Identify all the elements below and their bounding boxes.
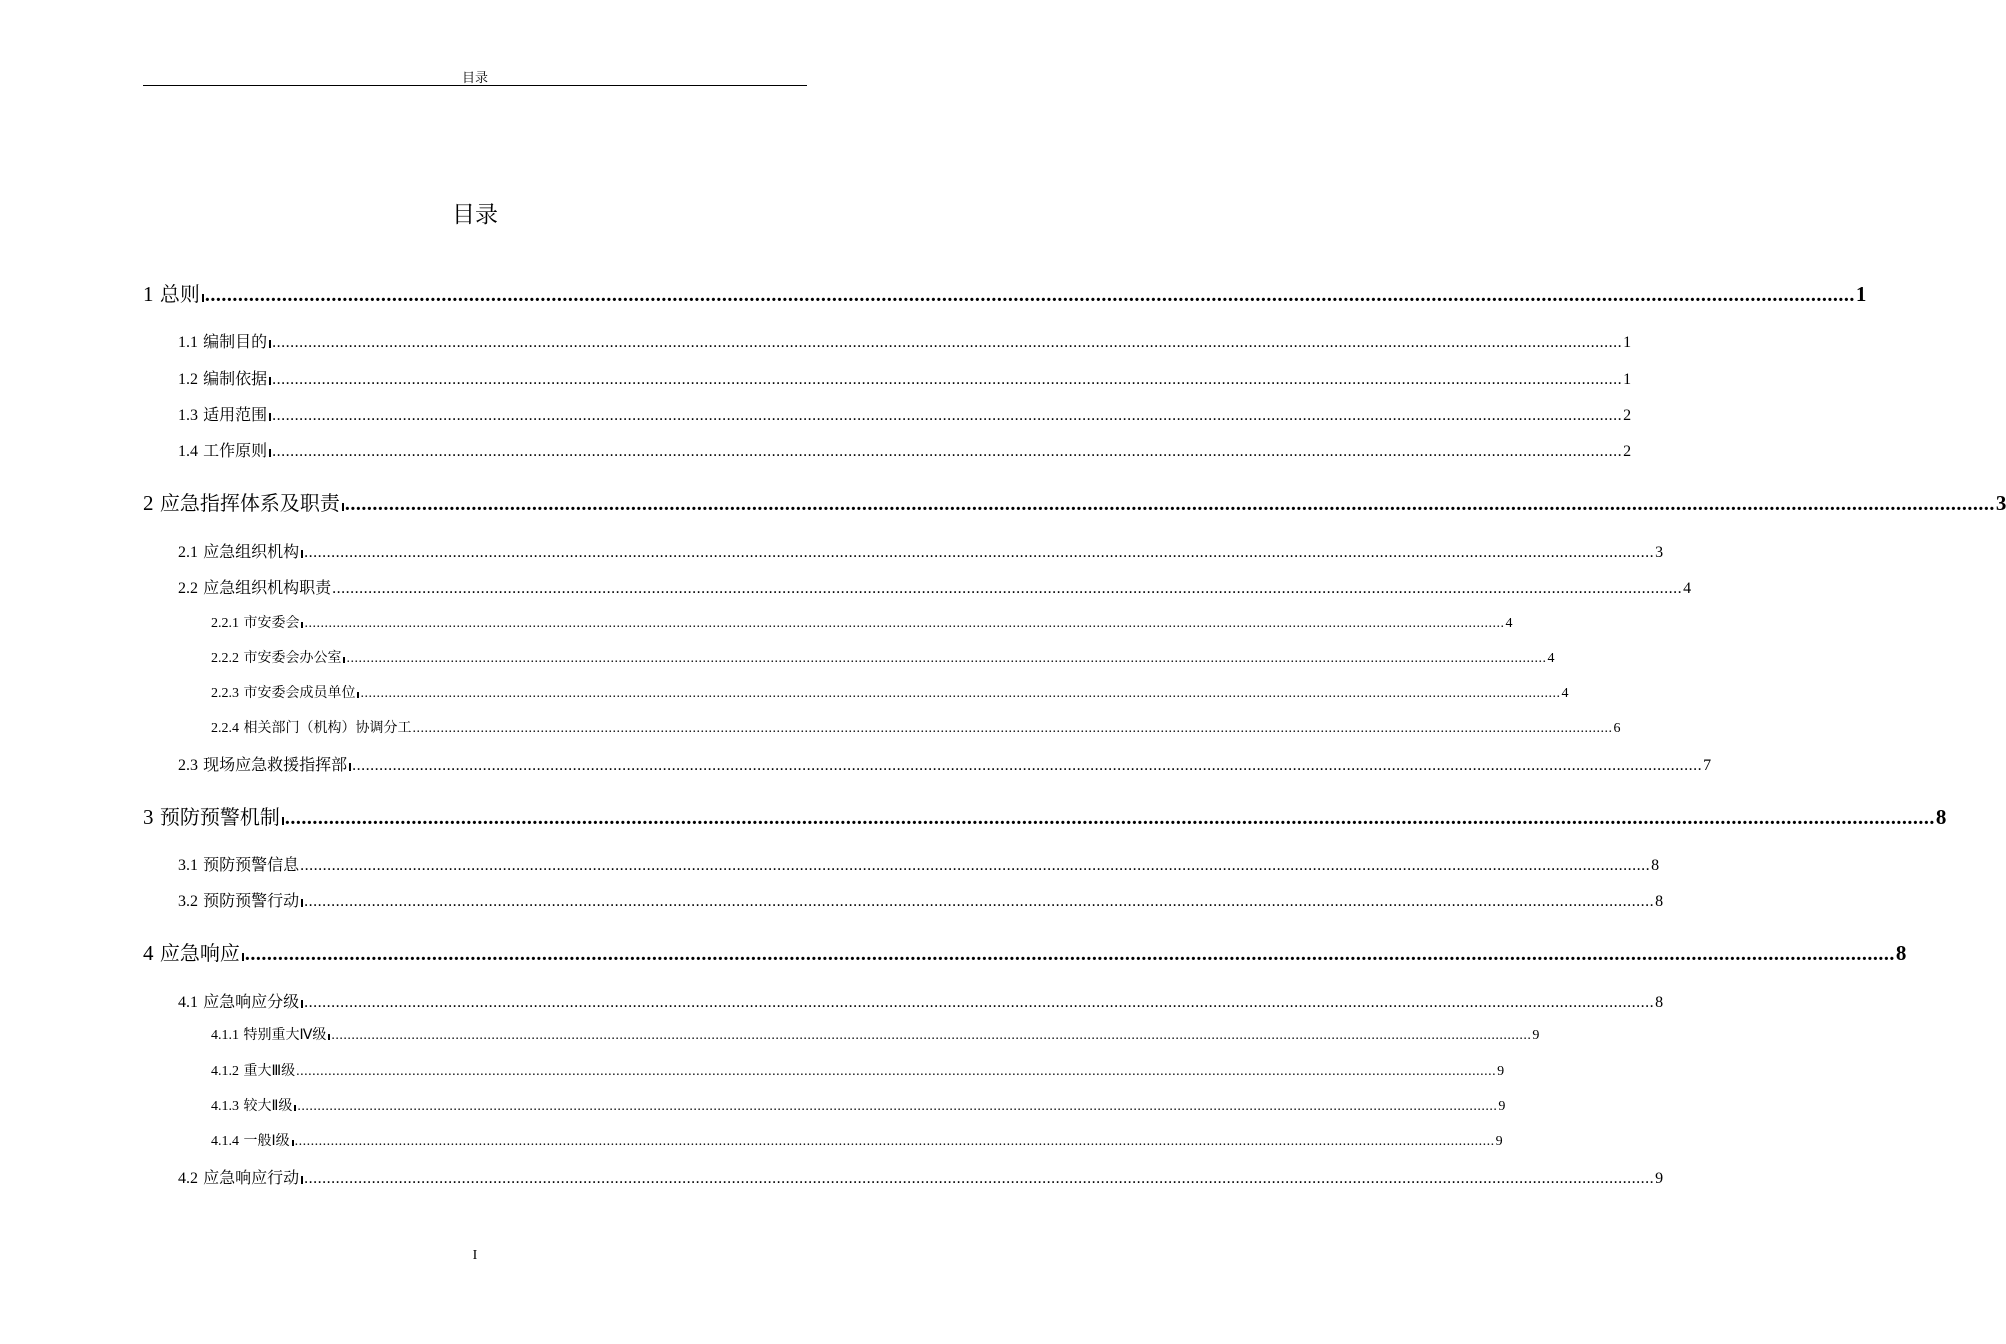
toc-entry[interactable]: [211, 717, 1621, 737]
toc-entry[interactable]: [143, 937, 1907, 966]
toc-entry-label: 较大Ⅱ级: [243, 1098, 293, 1114]
dot-leader: ............................................................................................................................................................................................................................................................................................................: [300, 857, 1651, 874]
dot-leader: ............................................................................................................................................................................................................................................................................................................: [304, 544, 1655, 561]
toc-entry-label: 市安委会办公室: [243, 650, 342, 666]
paragraph-mark-icon: [269, 340, 271, 348]
toc-entry-page: 4: [1561, 686, 1569, 701]
toc-entry[interactable]: [178, 852, 1660, 875]
dot-leader: ............................................................................................................................................................................................................................................................................................................: [304, 1170, 1655, 1187]
paragraph-mark-icon: [342, 503, 344, 511]
toc-entry-label: 预防预警行动: [203, 891, 300, 910]
paragraph-mark-icon: [301, 550, 303, 558]
dot-leader: ............................................................................................................................................................................................................................................................................................................: [412, 721, 1613, 736]
paragraph-mark-icon: [269, 413, 271, 421]
toc-entry-page: 2: [1623, 443, 1632, 460]
toc-entry-page: 9: [1655, 1170, 1664, 1187]
toc-entry-page: 4: [1547, 651, 1555, 666]
toc-entry-page: 6: [1613, 721, 1621, 736]
toc-entry-number: 1.3: [178, 407, 198, 424]
toc-entry-page: 9: [1498, 1099, 1506, 1114]
toc-entry[interactable]: [211, 682, 1569, 702]
dot-leader: ............................................................................................................................................................................................................................................................................................................: [284, 807, 1935, 829]
paragraph-mark-icon: [301, 899, 303, 907]
toc-entry-number: 2.2.4: [211, 721, 239, 736]
paragraph-mark-icon: [349, 763, 351, 771]
toc-entry[interactable]: [211, 1095, 1506, 1115]
toc-entry-page: 4: [1505, 616, 1513, 631]
toc-entry[interactable]: [178, 888, 1664, 911]
toc-entry-number: 2.2.3: [211, 686, 239, 701]
toc-entry[interactable]: [211, 1060, 1505, 1080]
toc-entry-page: 8: [1651, 857, 1660, 874]
toc-entry-label: 应急响应行动: [203, 1168, 300, 1187]
toc-entry-number: 1.2: [178, 371, 198, 388]
toc-entry-label: 应急响应: [159, 941, 240, 965]
toc-entry[interactable]: [178, 575, 1692, 598]
footer-page-number: I: [472, 1248, 478, 1263]
dot-leader: ............................................................................................................................................................................................................................................................................................................: [344, 493, 1995, 515]
toc-entry-number: 4.1.1: [211, 1028, 239, 1043]
toc-entry-label: 应急指挥体系及职责: [159, 491, 340, 515]
toc-entry-label: 工作原则: [203, 441, 268, 460]
toc-entry-page: 8: [1895, 941, 1907, 965]
dot-leader: ............................................................................................................................................................................................................................................................................................................: [360, 686, 1561, 701]
dot-leader: ............................................................................................................................................................................................................................................................................................................: [332, 580, 1683, 597]
paragraph-mark-icon: [357, 692, 359, 698]
toc-entry-page: 1: [1855, 282, 1867, 306]
paragraph-mark-icon: [301, 1000, 303, 1008]
toc-entry-label: 重大Ⅲ级: [243, 1063, 296, 1079]
toc-entry-label: 预防预警信息: [203, 855, 300, 874]
paragraph-mark-icon: [328, 1034, 330, 1040]
dot-leader: ............................................................................................................................................................................................................................................................................................................: [272, 371, 1623, 388]
toc-entry-number: 4.1: [178, 994, 198, 1011]
dot-leader: ............................................................................................................................................................................................................................................................................................................: [304, 994, 1655, 1011]
toc-entry-page: 3: [1655, 544, 1664, 561]
toc-entry-page: 9: [1532, 1028, 1540, 1043]
toc-entry-page: 1: [1623, 371, 1632, 388]
paragraph-mark-icon: [294, 1105, 296, 1111]
toc-entry-number: 2.2.1: [211, 616, 239, 631]
toc-entry-page: 1: [1623, 334, 1632, 351]
toc-entry[interactable]: [211, 647, 1555, 667]
toc-entry-label: 适用范围: [203, 405, 268, 424]
toc-entry-number: 4.1.3: [211, 1099, 239, 1114]
dot-leader: ............................................................................................................................................................................................................................................................................................................: [272, 407, 1623, 424]
toc-entry-label: 总则: [159, 282, 200, 306]
toc-entry-number: 3.1: [178, 857, 198, 874]
toc-entry[interactable]: [211, 1024, 1540, 1044]
paragraph-mark-icon: [242, 953, 244, 961]
toc-entry-page: 8: [1935, 805, 1947, 829]
dot-leader: ............................................................................................................................................................................................................................................................................................................: [244, 943, 1895, 965]
toc-entry[interactable]: [143, 278, 1867, 307]
paragraph-mark-icon: [282, 817, 284, 825]
toc-entry[interactable]: [178, 366, 1632, 389]
dot-leader: ............................................................................................................................................................................................................................................................................................................: [304, 616, 1505, 631]
toc-entry-number: 2.3: [178, 757, 198, 774]
dot-leader: ............................................................................................................................................................................................................................................................................................................: [272, 443, 1623, 460]
toc-entry[interactable]: [178, 539, 1664, 562]
toc-entry-label: 编制目的: [203, 332, 268, 351]
toc-entry-page: 4: [1683, 580, 1692, 597]
toc-entry-label: 相关部门（机构）协调分工: [243, 720, 412, 736]
toc-entry[interactable]: [178, 402, 1632, 425]
toc-entry-number: 4.1.2: [211, 1064, 239, 1079]
toc-entry-number: 4.1.4: [211, 1134, 239, 1149]
dot-leader: ............................................................................................................................................................................................................................................................................................................: [297, 1099, 1498, 1114]
paragraph-mark-icon: [202, 294, 204, 302]
toc-entry[interactable]: [211, 612, 1513, 632]
toc-entry[interactable]: [178, 438, 1632, 461]
toc-entry-number: 1.4: [178, 443, 198, 460]
dot-leader: ............................................................................................................................................................................................................................................................................................................: [346, 651, 1547, 666]
toc-entry-page: 7: [1703, 757, 1712, 774]
toc-entry-page: 9: [1497, 1064, 1505, 1079]
paragraph-mark-icon: [269, 449, 271, 457]
toc-entry-label: 市安委会: [243, 615, 300, 631]
paragraph-mark-icon: [292, 1140, 294, 1146]
dot-leader: ............................................................................................................................................................................................................................................................................................................: [304, 893, 1655, 910]
paragraph-mark-icon: [301, 1176, 303, 1184]
dot-leader: ............................................................................................................................................................................................................................................................................................................: [204, 284, 1855, 306]
toc-entry-page: 8: [1655, 893, 1664, 910]
dot-leader: ............................................................................................................................................................................................................................................................................................................: [352, 757, 1703, 774]
toc-entry[interactable]: [143, 801, 1947, 830]
toc-entry-number: 3: [143, 805, 154, 829]
toc-entry-label: 现场应急救援指挥部: [203, 755, 348, 774]
toc-entry-number: 3.2: [178, 893, 198, 910]
toc-entry[interactable]: [178, 989, 1664, 1012]
toc-entry-number: 2.2.2: [211, 651, 239, 666]
toc-entry-page: 2: [1623, 407, 1632, 424]
toc-entry-label: 应急响应分级: [203, 992, 300, 1011]
toc-entry-label: 应急组织机构: [203, 542, 300, 561]
toc-entry-label: 编制依据: [203, 369, 268, 388]
dot-leader: ............................................................................................................................................................................................................................................................................................................: [294, 1134, 1495, 1149]
paragraph-mark-icon: [343, 657, 345, 663]
toc-entry-label: 特别重大Ⅳ级: [243, 1027, 327, 1043]
header-divider: [143, 85, 807, 86]
toc-entry-label: 市安委会成员单位: [243, 685, 356, 701]
toc-entry-label: 预防预警机制: [159, 805, 280, 829]
toc-entry-number: 2: [143, 491, 154, 515]
paragraph-mark-icon: [301, 622, 303, 628]
toc-entry-number: 1.1: [178, 334, 198, 351]
toc-entry-number: 2.1: [178, 544, 198, 561]
paragraph-mark-icon: [269, 377, 271, 385]
dot-leader: ............................................................................................................................................................................................................................................................................................................: [272, 334, 1623, 351]
toc-entry-number: 2.2: [178, 580, 198, 597]
toc-entry-number: 4: [143, 941, 154, 965]
toc-entry-page: 3: [1995, 491, 2006, 515]
dot-leader: ............................................................................................................................................................................................................................................................................................................: [331, 1028, 1532, 1043]
toc-entry-label: 应急组织机构职责: [203, 578, 332, 597]
dot-leader: ............................................................................................................................................................................................................................................................................................................: [296, 1064, 1497, 1079]
toc-title: 目录: [452, 202, 498, 228]
toc-entry-page: 8: [1655, 994, 1664, 1011]
running-header: 目录: [461, 71, 488, 86]
toc-entry-number: 4.2: [178, 1170, 198, 1187]
toc-entry[interactable]: [211, 1130, 1503, 1150]
toc-entry[interactable]: [178, 329, 1632, 352]
toc-entry-number: 1: [143, 282, 154, 306]
toc-entry-label: 一般Ⅰ级: [243, 1133, 290, 1149]
toc-entry[interactable]: [178, 752, 1712, 775]
toc-entry-page: 9: [1495, 1134, 1503, 1149]
toc-entry[interactable]: [178, 1165, 1664, 1188]
toc-entry[interactable]: [143, 487, 2006, 516]
